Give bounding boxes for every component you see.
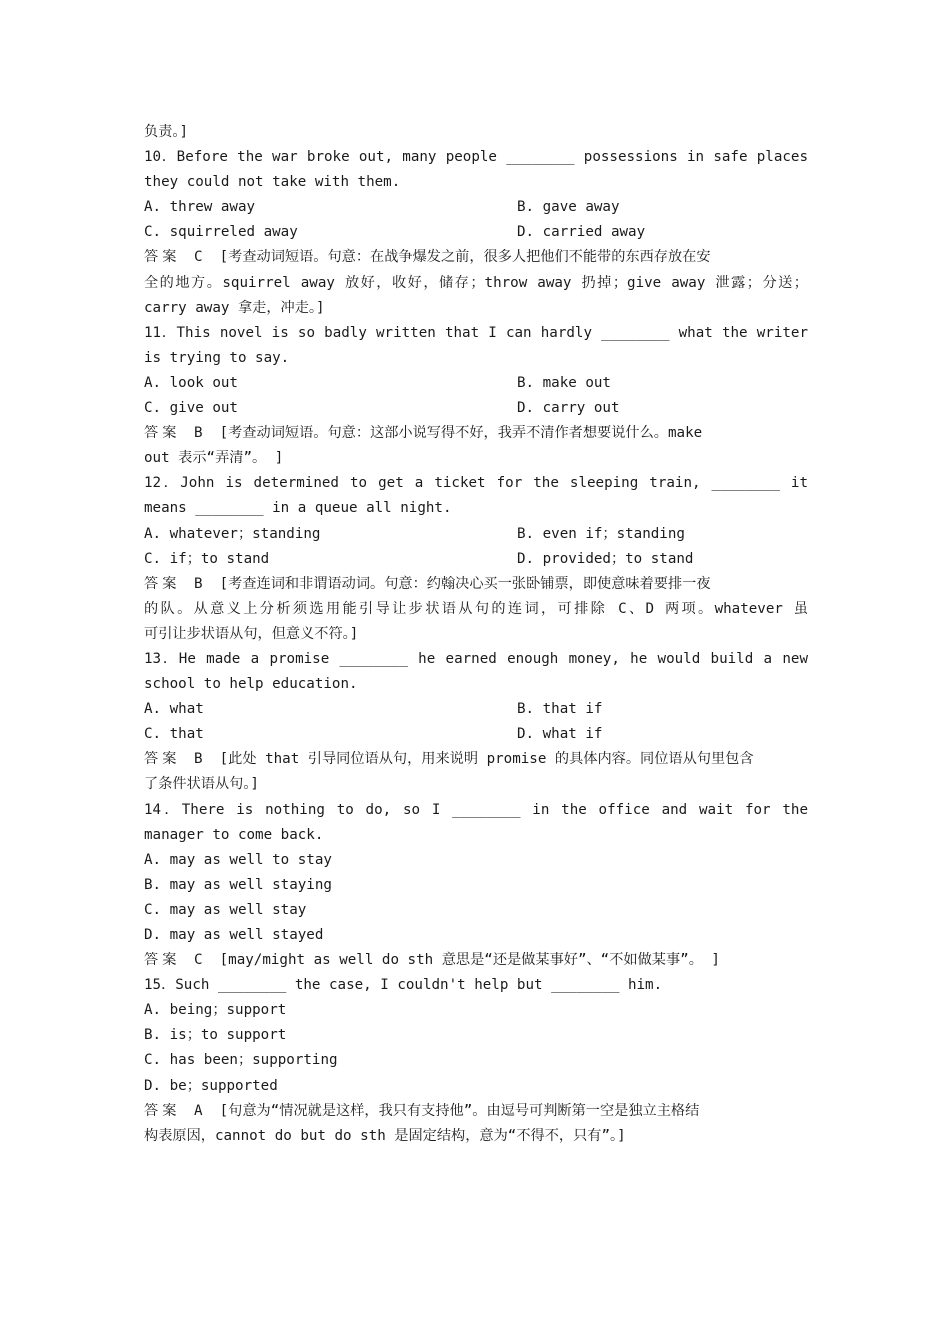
answer-line	[144, 1099, 808, 1124]
option-b: B. is；to support	[144, 1027, 287, 1044]
question-12	[144, 471, 808, 647]
answer-key: B	[194, 425, 203, 442]
option-c: C. if；to stand	[144, 550, 270, 567]
option-c: C. may as well stay	[144, 901, 307, 918]
question-stem-line: 15．Such ________ the case, I couldn't help but ________ him.	[144, 977, 663, 994]
explanation-line: carry away 拿走，冲走。]	[144, 299, 325, 316]
answer-key: C	[194, 952, 203, 969]
question-stem-line: 11．This novel is so badly written that I can hardly ________ what the writer	[144, 324, 808, 341]
question-13	[144, 647, 808, 798]
options-row	[144, 195, 808, 220]
explanation-text: [句意为“情况就是这样，我只有支持他”。由逗号可判断第一空是独立主格结	[219, 1102, 700, 1119]
option-b: B. may as well staying	[144, 876, 332, 893]
options-row	[144, 220, 808, 245]
option-a: A. being；support	[144, 1002, 287, 1019]
question-stem-line: 10．Before the war broke out, many people ________ possessions in safe places	[144, 149, 808, 166]
explanation-text: [may/might as well do sth 意思是“还是做某事好”、“不如做某事”。 ]	[219, 952, 720, 969]
explanation-line: 的队。从意义上分析须选用能引导让步状语从句的连词，可排除 C、D 两项。whatever 虽	[144, 600, 808, 617]
question-stem-line: they could not take with them.	[144, 174, 401, 191]
options-row	[144, 371, 808, 396]
explanation-line: 构表原因，cannot do but do sth 是固定结构，意为“不得不，只有”。]	[144, 1127, 626, 1144]
answer-line	[144, 948, 808, 973]
option-b: B. gave away	[517, 199, 620, 216]
option-d: D. carry out	[517, 400, 620, 417]
answer-line	[144, 421, 808, 446]
question-stem-line: 13．He made a promise ________ he earned enough money, he would build a new	[144, 650, 808, 667]
question-stem-line: 12．John is determined to get a ticket for the sleeping train, ________ it	[144, 475, 808, 492]
option-b: B. even if；standing	[517, 525, 685, 542]
previous-explanation-tail: 负责。]	[144, 124, 189, 140]
option-b: B. that if	[517, 701, 603, 718]
explanation-line: 全的地方。squirrel away 放好，收好，储存；throw away 扔掉；give away 泄露；分送；	[144, 274, 808, 291]
options-row	[144, 522, 808, 547]
question-list	[144, 120, 808, 1149]
explanation-text: [考查连词和非谓语动词。句意：约翰决心买一张卧铺票，即使意味着要排一夜	[219, 575, 711, 592]
answer-line	[144, 245, 808, 270]
answer-label: 答案	[144, 952, 181, 969]
explanation-text: [考查动词短语。句意：在战争爆发之前，很多人把他们不能带的东西存放在安	[219, 249, 711, 266]
options-row	[144, 547, 808, 572]
question-stem-line: 14．There is nothing to do, so I ________ in the office and wait for the	[144, 801, 808, 818]
option-c: C. squirreled away	[144, 224, 298, 241]
option-d: D. carried away	[517, 224, 646, 241]
explanation-line: out 表示“弄清”。 ]	[144, 450, 284, 467]
question-stem-line: means ________ in a queue all night.	[144, 500, 452, 517]
explanation-line: 了条件状语从句。]	[144, 776, 259, 793]
option-a: A. may as well to stay	[144, 851, 332, 868]
question-15	[144, 973, 808, 1149]
option-d: D. provided；to stand	[517, 550, 694, 567]
question-10	[144, 145, 808, 321]
answer-line	[144, 572, 808, 597]
option-a: A. whatever；standing	[144, 525, 321, 542]
question-14	[144, 798, 808, 974]
option-d: D. be；supported	[144, 1077, 278, 1094]
option-a: A. threw away	[144, 199, 256, 216]
answer-line	[144, 747, 808, 772]
answer-label: 答案	[144, 575, 181, 592]
option-a: A. look out	[144, 374, 238, 391]
option-d: D. what if	[517, 726, 603, 743]
option-a: A. what	[144, 701, 204, 718]
option-c: C. that	[144, 726, 204, 743]
answer-label: 答案	[144, 1102, 181, 1119]
answer-key: A	[194, 1102, 203, 1119]
explanation-text: [考查动词短语。句意：这部小说写得不好，我弄不清作者想要说什么。make	[219, 425, 703, 442]
answer-label: 答案	[144, 751, 181, 768]
answer-key: B	[194, 751, 203, 768]
question-11	[144, 321, 808, 472]
explanation-text: [此处 that 引导同位语从句，用来说明 promise 的具体内容。同位语从句里包含	[219, 751, 754, 768]
question-stem-line: is trying to say.	[144, 349, 290, 366]
options-row	[144, 697, 808, 722]
options-row	[144, 396, 808, 421]
question-stem-line: school to help education.	[144, 676, 358, 693]
explanation-line: 可引让步状语从句，但意义不符。]	[144, 625, 359, 642]
answer-key: B	[194, 575, 203, 592]
option-b: B. make out	[517, 374, 611, 391]
option-c: C. give out	[144, 400, 238, 417]
answer-label: 答案	[144, 425, 181, 442]
option-c: C. has been；supporting	[144, 1052, 338, 1069]
question-stem-line: manager to come back.	[144, 826, 324, 843]
options-row	[144, 722, 808, 747]
option-d: D. may as well stayed	[144, 927, 324, 943]
answer-key: C	[194, 249, 203, 266]
answer-label: 答案	[144, 249, 181, 266]
